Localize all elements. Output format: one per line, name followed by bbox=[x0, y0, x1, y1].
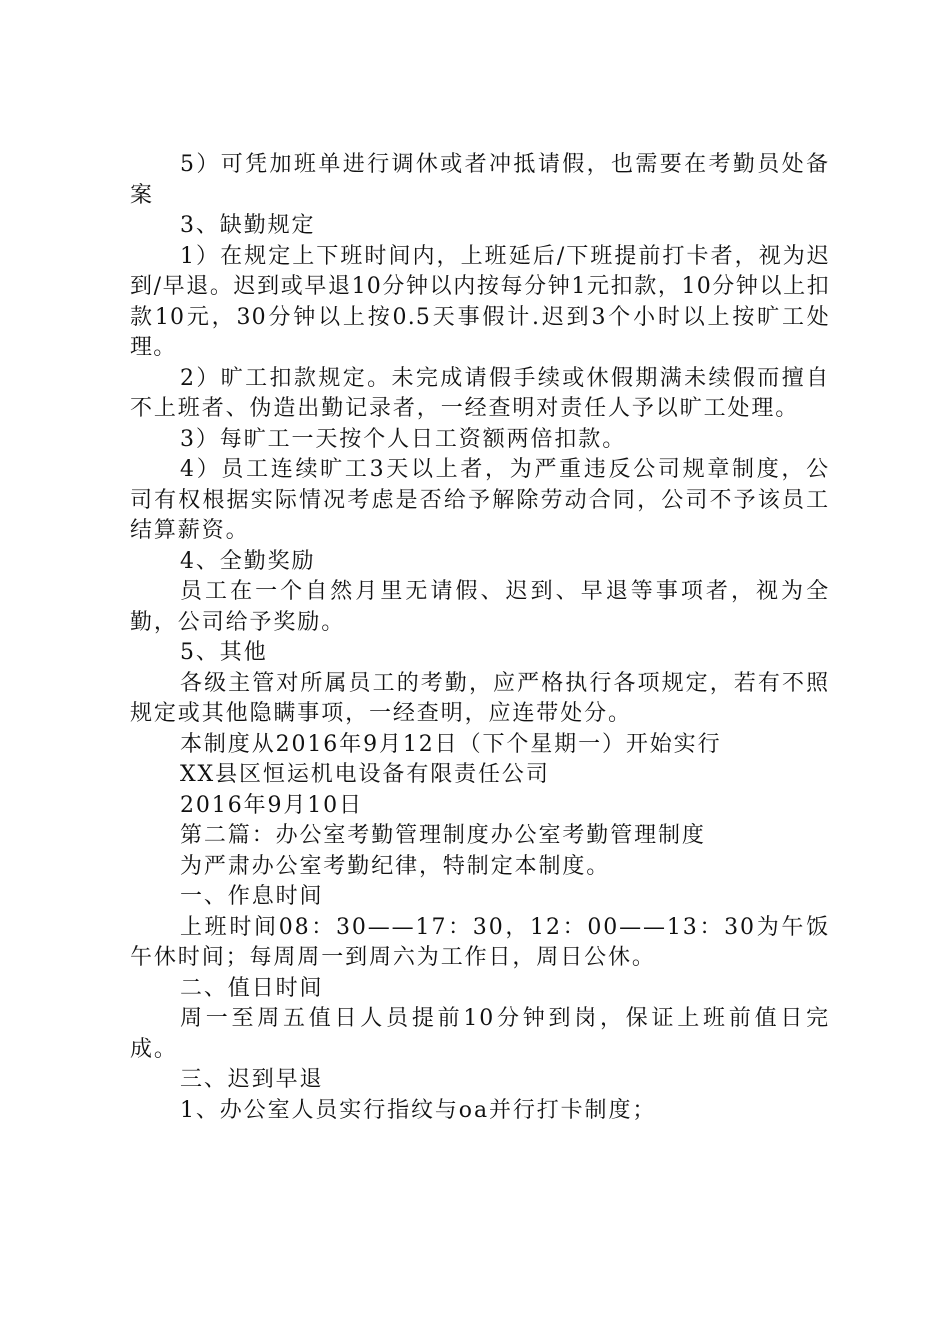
paragraph-absenteeism-deduction: 2）旷工扣款规定。未完成请假手续或休假期满未续假而擅自不上班者、伪造出勤记录者，一经查明对责任人予以旷工处理。 bbox=[130, 365, 830, 421]
heading-late-early: 三、迟到早退 bbox=[180, 1067, 324, 1092]
document-date: 2016年9月10日 bbox=[180, 792, 363, 818]
document-body bbox=[130, 150, 830, 1126]
heading-full-attendance: 4、全勤奖励 bbox=[180, 548, 316, 574]
paragraph-full-attendance-reward: 员工在一个自然月里无请假、迟到、早退等事项者，视为全勤，公司给予奖励。 bbox=[130, 579, 830, 635]
paragraph-work-hours: 上班时间08：30——17：30，12：00——13：30为午饭午休时间；每周周一到周六为工作日，周日公休。 bbox=[130, 914, 830, 970]
paragraph-purpose: 为严肃办公室考勤纪律，特制定本制度。 bbox=[180, 853, 611, 879]
paragraph-consecutive-absence: 4）员工连续旷工3天以上者，为严重违反公司规章制度，公司有权根据实际情况考虑是否给予解除劳动合同，公司不予该员工结算薪资。 bbox=[130, 457, 830, 543]
paragraph-supervisor-duty: 各级主管对所属员工的考勤，应严格执行各项规定，若有不照规定或其他隐瞒事项，一经查明，应连带处分。 bbox=[130, 670, 830, 726]
heading-other: 5、其他 bbox=[180, 640, 268, 665]
paragraph-late-early-rule: 1）在规定上下班时间内，上班延后/下班提前打卡者，视为迟到/早退。迟到或早退10分钟以内按每分钟1元扣款，10分钟以上扣款10元，30分钟以上按0.5天事假计.迟到3个小时以上按旷工处理。 bbox=[130, 243, 830, 360]
section-title-part-two: 第二篇：办公室考勤管理制度办公室考勤管理制度 bbox=[180, 823, 706, 848]
heading-work-hours: 一、作息时间 bbox=[180, 884, 324, 909]
paragraph-clock-in-system: 1、办公室人员实行指纹与oa并行打卡制度； bbox=[180, 1097, 657, 1123]
paragraph-overtime-leave: 5）可凭加班单进行调休或者冲抵请假，也需要在考勤员处备案 bbox=[130, 152, 830, 208]
company-name: XX县区恒运机电设备有限责任公司 bbox=[180, 762, 550, 787]
heading-absence-rules: 3、缺勤规定 bbox=[180, 213, 316, 238]
heading-duty-time: 二、值日时间 bbox=[180, 975, 324, 1001]
paragraph-effective-date: 本制度从2016年9月12日（下个星期一）开始实行 bbox=[180, 731, 722, 757]
paragraph-daily-deduction: 3）每旷工一天按个人日工资额两倍扣款。 bbox=[180, 426, 627, 452]
paragraph-duty-time: 周一至周五值日人员提前10分钟到岗，保证上班前值日完成。 bbox=[130, 1006, 830, 1062]
